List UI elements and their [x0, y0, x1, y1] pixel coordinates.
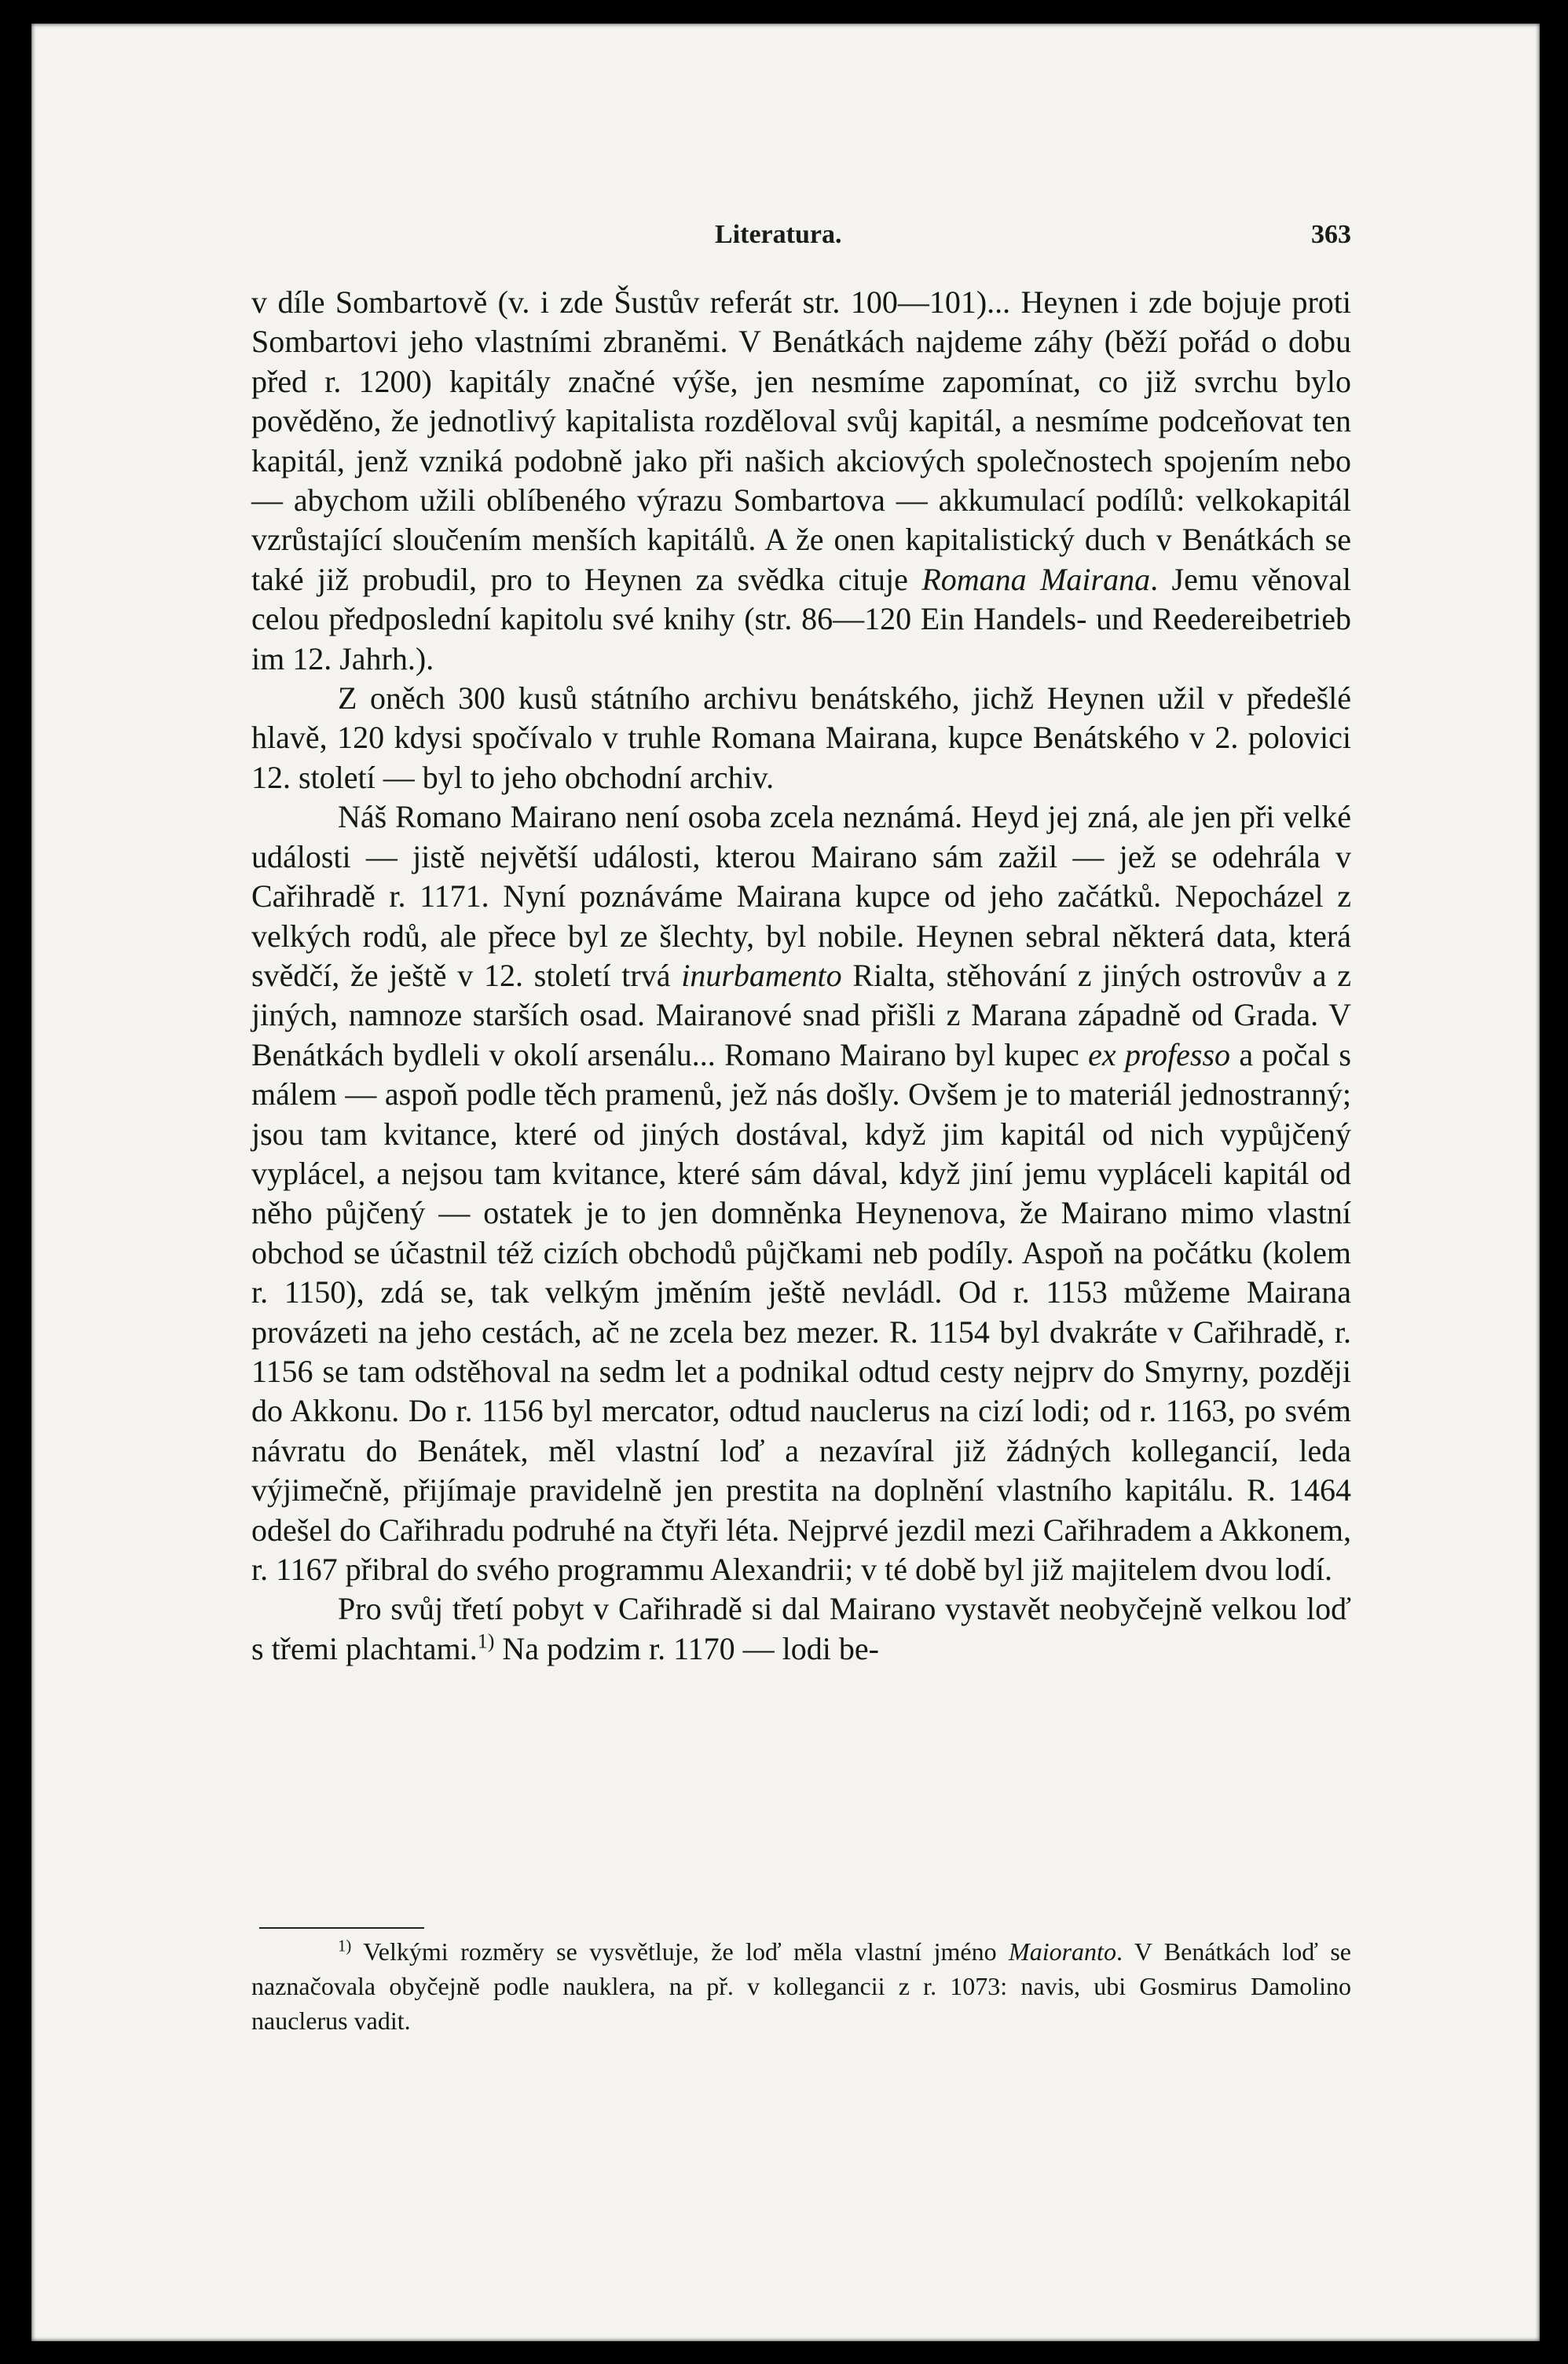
text-run: . Jemu věnoval celou předposlední kapitolu své knihy (str. 86—120 Ein Handels- und Reedereibetrieb im 12. Jahrh.). — [251, 561, 1351, 676]
footnote-divider — [259, 1927, 424, 1929]
text-run: . V Benátkách loď se naznačovala obyčejně podle nauklera, na př. v kollegancii z r. 1073: navis, ubi Gosmirus Damolino nauclerus vadit. — [251, 1937, 1352, 2035]
footnote-marker: 1) — [338, 1937, 352, 1955]
running-header — [251, 220, 1351, 259]
footnote-marker: 1) — [477, 1629, 495, 1653]
paragraph-1 — [251, 283, 1351, 679]
italic-text: inurbamento — [681, 957, 842, 993]
text-run: Z oněch 300 kusů státního archivu benátského, jichž Heynen užil v předešlé hlavě, 120 kdysi spočívalo v truhle Romana Mairana, kupce Benátského v 2. polovici 12. století — byl to jeho obchodní archiv. — [251, 680, 1351, 795]
text-run: Velkými rozměry se vysvětluje, že loď měla vlastní jméno — [351, 1937, 1009, 1966]
body-text — [251, 283, 1351, 1669]
text-run: Pro svůj třetí pobyt v Cařihradě si dal Mairano vystavět neobyčejně velkou loď s třemi plachtami. — [251, 1591, 1351, 1666]
footnote — [251, 1934, 1351, 2038]
text-run: Rialta, stěhování z jiných ostrovův a z jiných, namnoze starších osad. Mairanové snad přišli z Marana západně od Grada. V Benátkách bydleli v okolí arsenálu... Romano Mairano byl kupec — [251, 957, 1351, 1072]
paragraph-2 — [251, 679, 1351, 797]
paragraph-3 — [251, 797, 1351, 1589]
italic-text: ex professo — [1088, 1036, 1231, 1072]
page-number: 363 — [1311, 220, 1351, 249]
header-title: Literatura. — [715, 220, 842, 249]
text-run: Náš Romano Mairano není osoba zcela neznámá. Heyd jej zná, ale jen při velké události — jistě největší události, kterou Mairano sám zažil — jež se odehrála v Cařihradě r. 1171. Nyní poznáváme Mairana kupce od jeho začátků. Nepocházel z velkých rodů, ale přece byl ze šlechty, byl nobile. Heynen sebral některá data, která svědčí, že ještě v 12. století trvá — [251, 799, 1351, 993]
scanned-page — [31, 24, 1540, 2341]
italic-text: Romana Mairana — [921, 561, 1151, 597]
text-run: Na podzim r. 1170 — lodi be- — [494, 1630, 879, 1666]
paragraph-4 — [251, 1589, 1351, 1669]
italic-text: Maioranto — [1009, 1937, 1116, 1966]
text-run: v díle Sombartově (v. i zde Šustův referát str. 100—101)... Heynen i zde bojuje proti Sombartovi jeho vlastními zbraněmi. V Benátkách najdeme záhy (běží pořád o dobu před r. 1200) kapitály značné výše, jen nesmíme zapomínat, co již svrchu bylo pověděno, že jednotlivý kapitalista rozděloval svůj kapitál, a nesmíme podceňovat ten kapitál, jenž vzniká podobně jako při našich akciových společnostech spojením nebo — abychom užili oblíbeného výrazu Sombartova — akkumulací podílů: velkokapitál vzrůstající sloučením menších kapitálů. A že onen kapitalistický duch v Benátkách se také již probudil, pro to Heynen za svědka cituje — [251, 284, 1351, 597]
footnote-text — [251, 1934, 1351, 2038]
text-run: a počal s málem — aspoň podle těch pramenů, jež nás došly. Ovšem je to materiál jednostranný; jsou tam kvitance, které od jiných dostával, když jim kapitál od nich vypůjčený vyplácel, a nejsou tam kvitance, které sám dával, když jiní jemu vypláceli kapitál od něho půjčený — ostatek je to jen domněnka Heynenova, že Mairano mimo vlastní obchod se účastnil též cizích obchodů půjčkami neb podíly. Aspoň na počátku (kolem r. 1150), zdá se, tak velkým jměním ještě nevládl. Od r. 1153 můžeme Mairana provázeti na jeho cestách, ač ne zcela bez mezer. R. 1154 byl dvakráte v Cařihradě, r. 1156 se tam odstěhoval na sedm let a podnikal odtud cesty nejprv do Smyrny, později do Akkonu. Do r. 1156 byl mercator, odtud nauclerus na cizí lodi; od r. 1163, po svém návratu do Benátek, měl vlastní loď a nezavíral již žádných kollegancií, leda výjimečně, přijímaje pravidelně jen prestita na doplnění vlastního kapitálu. R. 1464 odešel do Cařihradu podruhé na čtyři léta. Nejprvé jezdil mezi Cařihradem a Akkonem, r. 1167 přibral do svého programmu Alexandrii; v té době byl již majitelem dvou lodí. — [251, 1036, 1351, 1587]
